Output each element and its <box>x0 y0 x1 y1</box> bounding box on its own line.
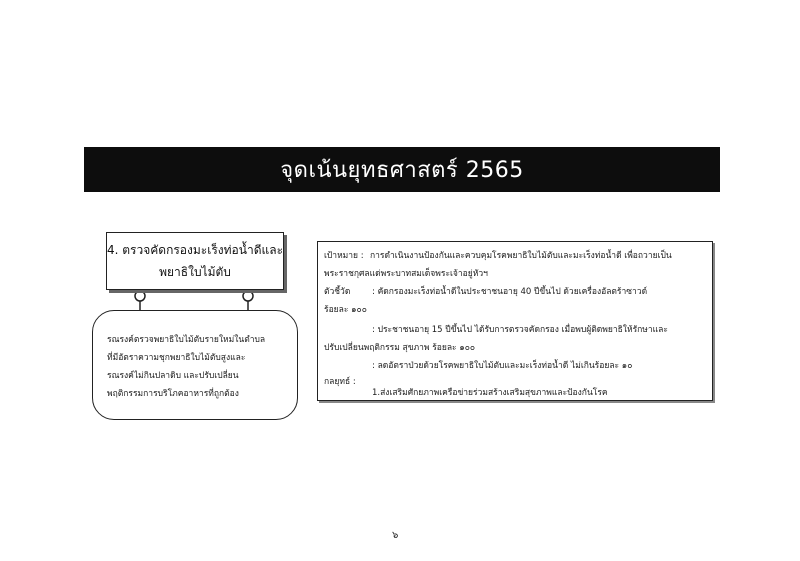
note-line: ที่มีอัตราความชุกพยาธิใบไม้ตับสูงและ <box>107 353 246 363</box>
indicator-1: : คัดกรองมะเร็งท่อน้ำดีในประชาชนอายุ 40 ปีขึ้นไป ด้วยเครื่องอัลตร้าซาวด์ <box>372 287 648 297</box>
target-text: การดำเนินงานป้องกันและควบคุมโรคพยาธิใบไม้ตับและมะเร็งท่อน้ำดี เพื่อถวายเป็น <box>370 251 672 261</box>
indicator-3: : ลดอัตราป่วยด้วยโรคพยาธิใบไม้ตับและมะเร็งท่อน้ำดี ไม่เกินร้อยละ ๑๐ <box>372 361 633 371</box>
title-banner <box>84 147 720 192</box>
note-line: พฤติกรรมการบริโภคอาหารที่ถูกต้อง <box>107 389 239 399</box>
target-label: เป้าหมาย : <box>324 251 364 261</box>
focus-area-title-line1: 4. ตรวจคัดกรองมะเร็งท่อน้ำดีและ <box>107 243 284 257</box>
indicator-label: ตัวชี้วัด <box>324 287 351 297</box>
strategy-detail-box <box>317 241 713 401</box>
note-line: รณรงค์ตรวจพยาธิใบไม้ตับรายใหม่ในตำบล <box>107 335 266 345</box>
page-title: จุดเน้นยุทธศาสตร์ 2565 <box>280 158 524 183</box>
strategy-label: กลยุทธ์ : <box>324 377 356 387</box>
focus-area-group <box>92 232 302 432</box>
strategy-1: 1.ส่งเสริมศักยภาพเครือข่ายร่วมสร้างเสริมสุขภาพและป้องกันโรค <box>372 388 608 398</box>
indicator-2: : ประชาชนอายุ 15 ปีขึ้นไป ได้รับการตรวจคัดกรอง เมื่อพบผู้ติดพยาธิให้รักษาและ <box>372 325 668 335</box>
focus-area-note <box>92 310 298 420</box>
focus-area-title-line2: พยาธิใบไม้ตับ <box>159 265 231 279</box>
focus-area-header <box>106 232 284 290</box>
indicator-1-continued: ร้อยละ ๑๐๐ <box>324 305 367 315</box>
note-line: รณรงค์ไม่กินปลาดิบ และปรับเปลี่ยน <box>107 371 239 381</box>
page-number: ๖ <box>392 530 399 541</box>
target-text-continued: พระราชกุศลแด่พระบาทสมเด็จพระเจ้าอยู่หัวฯ <box>324 269 488 279</box>
indicator-2-continued: ปรับเปลี่ยนพฤติกรรม สุขภาพ ร้อยละ ๑๐๐ <box>324 343 476 353</box>
